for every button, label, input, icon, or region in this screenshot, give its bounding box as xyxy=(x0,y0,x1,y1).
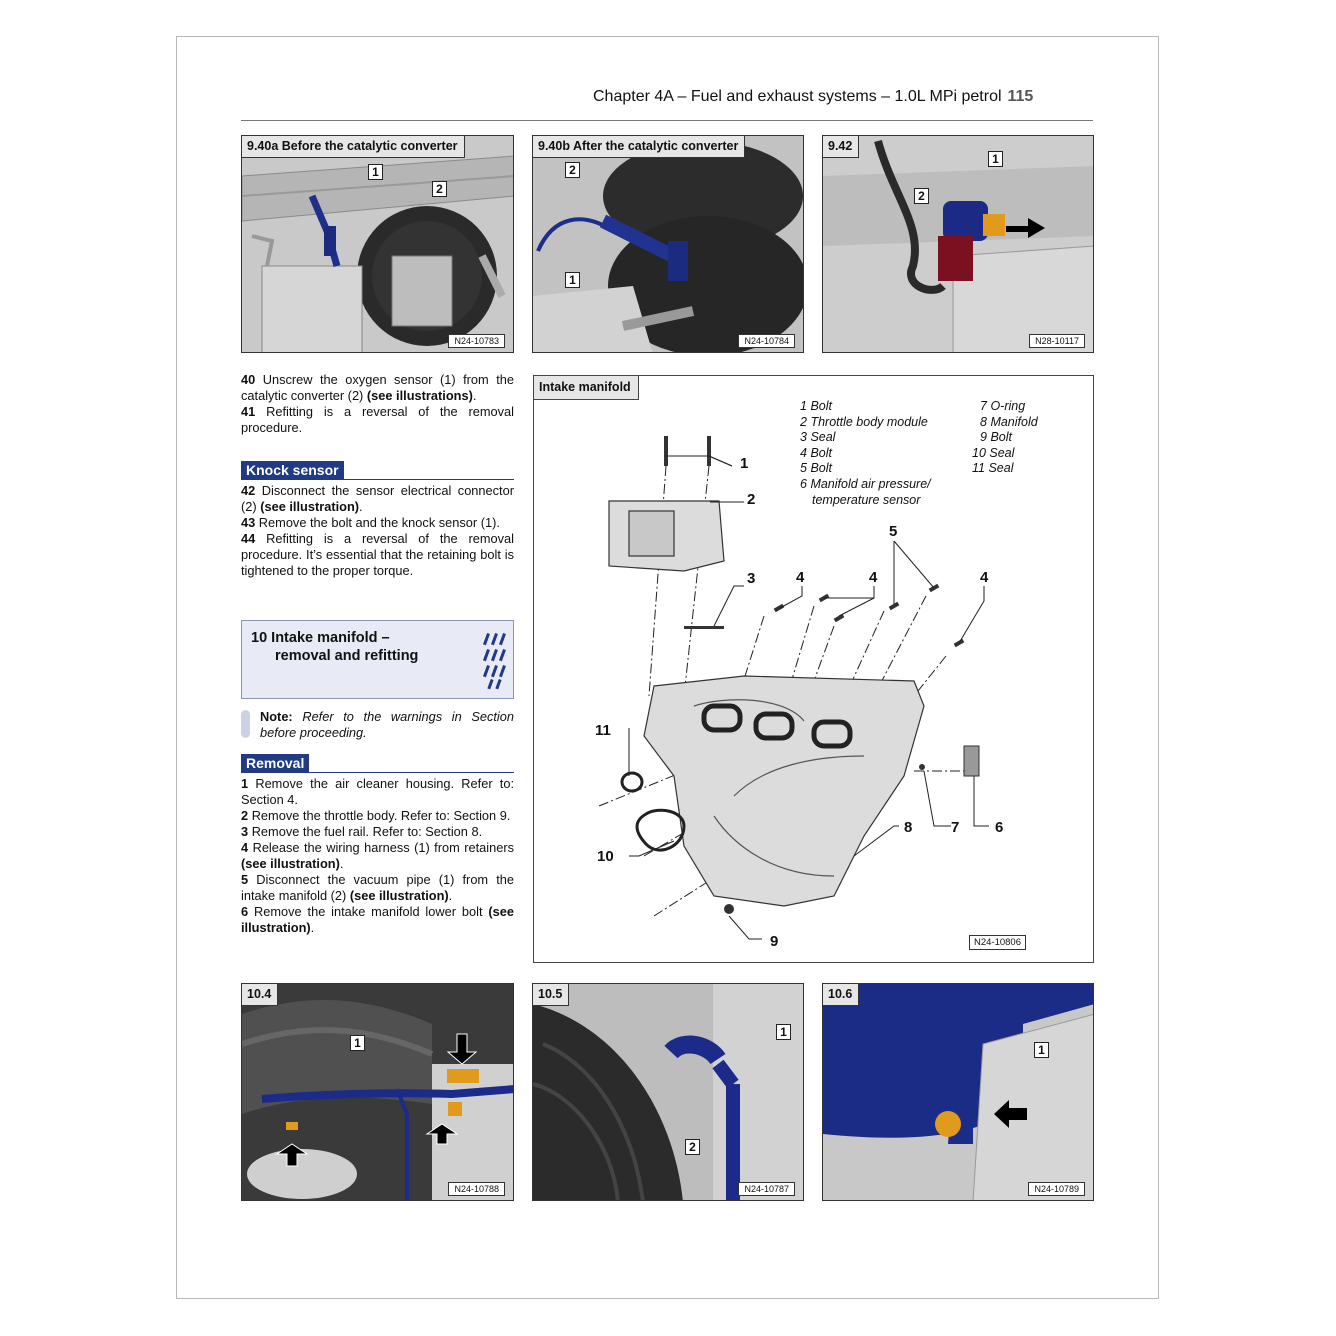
legend-text: O-ring xyxy=(990,399,1026,413)
step-paragraph xyxy=(241,824,514,840)
page-number: 115 xyxy=(1007,88,1034,105)
legend-number: 10 xyxy=(972,445,986,460)
step-punctuation: . xyxy=(448,888,453,903)
legend-number: 4 xyxy=(800,445,807,460)
part-label: 3 xyxy=(747,570,756,587)
intake-manifold-diagram xyxy=(533,375,1094,963)
part-label: 4 xyxy=(980,569,989,586)
legend-text: Bolt xyxy=(810,445,832,460)
callout-label: 2 xyxy=(685,1139,700,1155)
step-reference: (see illustration) xyxy=(260,499,360,514)
knock-sensor-heading: Knock sensor xyxy=(241,461,344,480)
step-paragraph xyxy=(241,531,514,579)
figure-9-40a xyxy=(241,135,514,353)
step-paragraph xyxy=(241,515,514,531)
legend-number: 5 xyxy=(800,461,807,476)
step-paragraph xyxy=(241,372,514,404)
step-paragraph xyxy=(241,840,514,872)
part-label: 8 xyxy=(904,819,913,836)
note-marker xyxy=(241,710,250,738)
step-paragraph xyxy=(241,776,514,808)
figure-9-42 xyxy=(822,135,1094,353)
step-punctuation: . xyxy=(339,856,344,871)
step-punctuation: . xyxy=(310,920,315,935)
legend-text: Manifold xyxy=(990,414,1038,429)
steps-oxygen-sensor xyxy=(241,372,514,436)
step-paragraph xyxy=(241,483,514,515)
step-text: Disconnect the sensor electrical connector (2) xyxy=(241,483,514,514)
legend-text: Seal xyxy=(989,445,1015,460)
legend-text: Bolt xyxy=(810,461,832,476)
part-label: 9 xyxy=(770,933,779,950)
step-text: Remove the air cleaner housing. Refer to: Section 4. xyxy=(241,776,514,807)
page-header xyxy=(593,88,1033,106)
callout-label: 2 xyxy=(565,162,580,178)
steps-knock-sensor xyxy=(241,483,514,579)
part-label: 2 xyxy=(747,491,756,508)
legend-text: Manifold air pressure/ xyxy=(810,476,931,491)
header-rule xyxy=(241,120,1093,121)
step-number: 42 xyxy=(241,483,256,498)
legend-number: 9 xyxy=(980,430,987,445)
step-number: 41 xyxy=(241,404,256,419)
part-label: 10 xyxy=(597,848,614,865)
step-number: 5 xyxy=(241,872,249,887)
figure-code: N24-10783 xyxy=(448,334,505,348)
step-text: Remove the bolt and the knock sensor (1). xyxy=(258,515,500,530)
legend-text: Seal xyxy=(810,430,836,445)
legend-text: Throttle body module xyxy=(810,414,928,429)
figure-caption: 9.40b After the catalytic converter xyxy=(533,136,745,158)
step-reference: (see illustrations) xyxy=(366,388,473,403)
figure-caption: 9.42 xyxy=(823,136,859,158)
note-text xyxy=(260,709,514,741)
section-title xyxy=(251,629,418,665)
step-reference: (see illustration) xyxy=(241,904,514,935)
engine-photo-illustration xyxy=(823,984,1094,1201)
legend-text: temperature sensor xyxy=(812,492,921,507)
steps-removal xyxy=(241,776,514,936)
figure-code: N24-10788 xyxy=(448,1182,505,1196)
diagram-code: N24-10806 xyxy=(969,935,1026,950)
legend-number: 8 xyxy=(980,414,987,429)
figure-caption: 10.4 xyxy=(242,984,278,1006)
part-label: 4 xyxy=(869,569,878,586)
legend-number: 1 xyxy=(800,399,807,413)
legend-number: 7 xyxy=(980,399,987,413)
chapter-title: Chapter 4A – Fuel and exhaust systems – 1.0L MPi petrol xyxy=(593,88,1002,105)
callout-label: 1 xyxy=(1034,1042,1049,1058)
callout-label: 1 xyxy=(350,1035,365,1051)
heading-rule xyxy=(241,772,514,773)
step-reference: (see illustration) xyxy=(349,888,449,903)
figure-9-40b xyxy=(532,135,804,353)
callout-label: 2 xyxy=(432,181,447,197)
note-body: Refer to the warnings in Section before proceeding. xyxy=(260,709,515,740)
step-paragraph xyxy=(241,904,514,936)
figure-10-5 xyxy=(532,983,804,1201)
section-title-line: Intake manifold – xyxy=(271,630,390,646)
step-text: Unscrew the oxygen sensor (1) from the catalytic converter (2) xyxy=(241,372,514,403)
part-label: 5 xyxy=(889,523,898,540)
step-text: Remove the fuel rail. Refer to: Section 8. xyxy=(251,824,483,839)
legend-number: 3 xyxy=(800,430,807,445)
callout-label: 1 xyxy=(776,1024,791,1040)
step-number: 4 xyxy=(241,840,249,855)
section-title-line: removal and refitting xyxy=(275,648,419,664)
engine-photo-illustration xyxy=(242,984,514,1201)
legend-text: Bolt xyxy=(990,430,1012,445)
step-text: Disconnect the vacuum pipe (1) from the intake manifold (2) xyxy=(241,872,514,903)
note-label: Note: xyxy=(260,709,293,724)
step-paragraph xyxy=(241,872,514,904)
figure-10-6 xyxy=(822,983,1094,1201)
step-text: Release the wiring harness (1) from retainers xyxy=(252,840,514,855)
step-text: Refitting is a reversal of the removal procedure. xyxy=(241,404,514,435)
legend-text: Bolt xyxy=(810,399,832,413)
part-label: 6 xyxy=(995,819,1004,836)
section-10-title-box xyxy=(241,620,514,699)
legend-number: 2 xyxy=(800,414,807,429)
part-label: 7 xyxy=(951,819,960,836)
engine-photo-illustration xyxy=(823,136,1094,353)
step-punctuation: . xyxy=(472,388,477,403)
step-number: 3 xyxy=(241,824,249,839)
callout-label: 1 xyxy=(368,164,383,180)
tools-difficulty-icon xyxy=(483,631,507,691)
legend-text: Seal xyxy=(988,461,1014,476)
step-number: 1 xyxy=(241,776,249,791)
step-paragraph xyxy=(241,808,514,824)
diagram-caption: Intake manifold xyxy=(534,376,639,400)
callout-label: 2 xyxy=(914,188,929,204)
figure-caption: 9.40a Before the catalytic converter xyxy=(242,136,465,158)
heading-rule xyxy=(241,479,514,480)
exploded-view-drawing xyxy=(534,376,1094,963)
callout-label: 1 xyxy=(988,151,1003,167)
legend-number: 11 xyxy=(972,461,985,476)
engine-photo-illustration xyxy=(533,984,804,1201)
part-label: 1 xyxy=(740,455,749,472)
step-number: 44 xyxy=(241,531,256,546)
figure-code: N24-10784 xyxy=(738,334,795,348)
figure-code: N28-10117 xyxy=(1029,334,1085,348)
step-number: 2 xyxy=(241,808,249,823)
step-punctuation: . xyxy=(359,499,363,514)
figure-code: N24-10789 xyxy=(1028,1182,1085,1196)
part-label: 11 xyxy=(595,722,611,739)
figure-caption: 10.5 xyxy=(533,984,569,1006)
step-number: 43 xyxy=(241,515,256,530)
removal-heading: Removal xyxy=(241,754,309,773)
section-number: 10 xyxy=(251,630,268,646)
figure-code: N24-10787 xyxy=(738,1182,795,1196)
step-number: 40 xyxy=(241,372,256,387)
part-label: 4 xyxy=(796,569,805,586)
step-reference: (see illustration) xyxy=(241,856,340,871)
step-paragraph xyxy=(241,404,514,436)
figure-10-4 xyxy=(241,983,514,1201)
figure-caption: 10.6 xyxy=(823,984,859,1006)
step-text: Remove the throttle body. Refer to: Section 9. xyxy=(251,808,511,823)
step-text: Refitting is a reversal of the removal procedure. It’s essential that the retaining bolt is tightened to the proper torque. xyxy=(241,531,514,578)
step-text: Remove the intake manifold lower bolt xyxy=(254,904,489,919)
step-number: 6 xyxy=(241,904,249,919)
legend-number: 6 xyxy=(800,476,807,491)
callout-label: 1 xyxy=(565,272,580,288)
